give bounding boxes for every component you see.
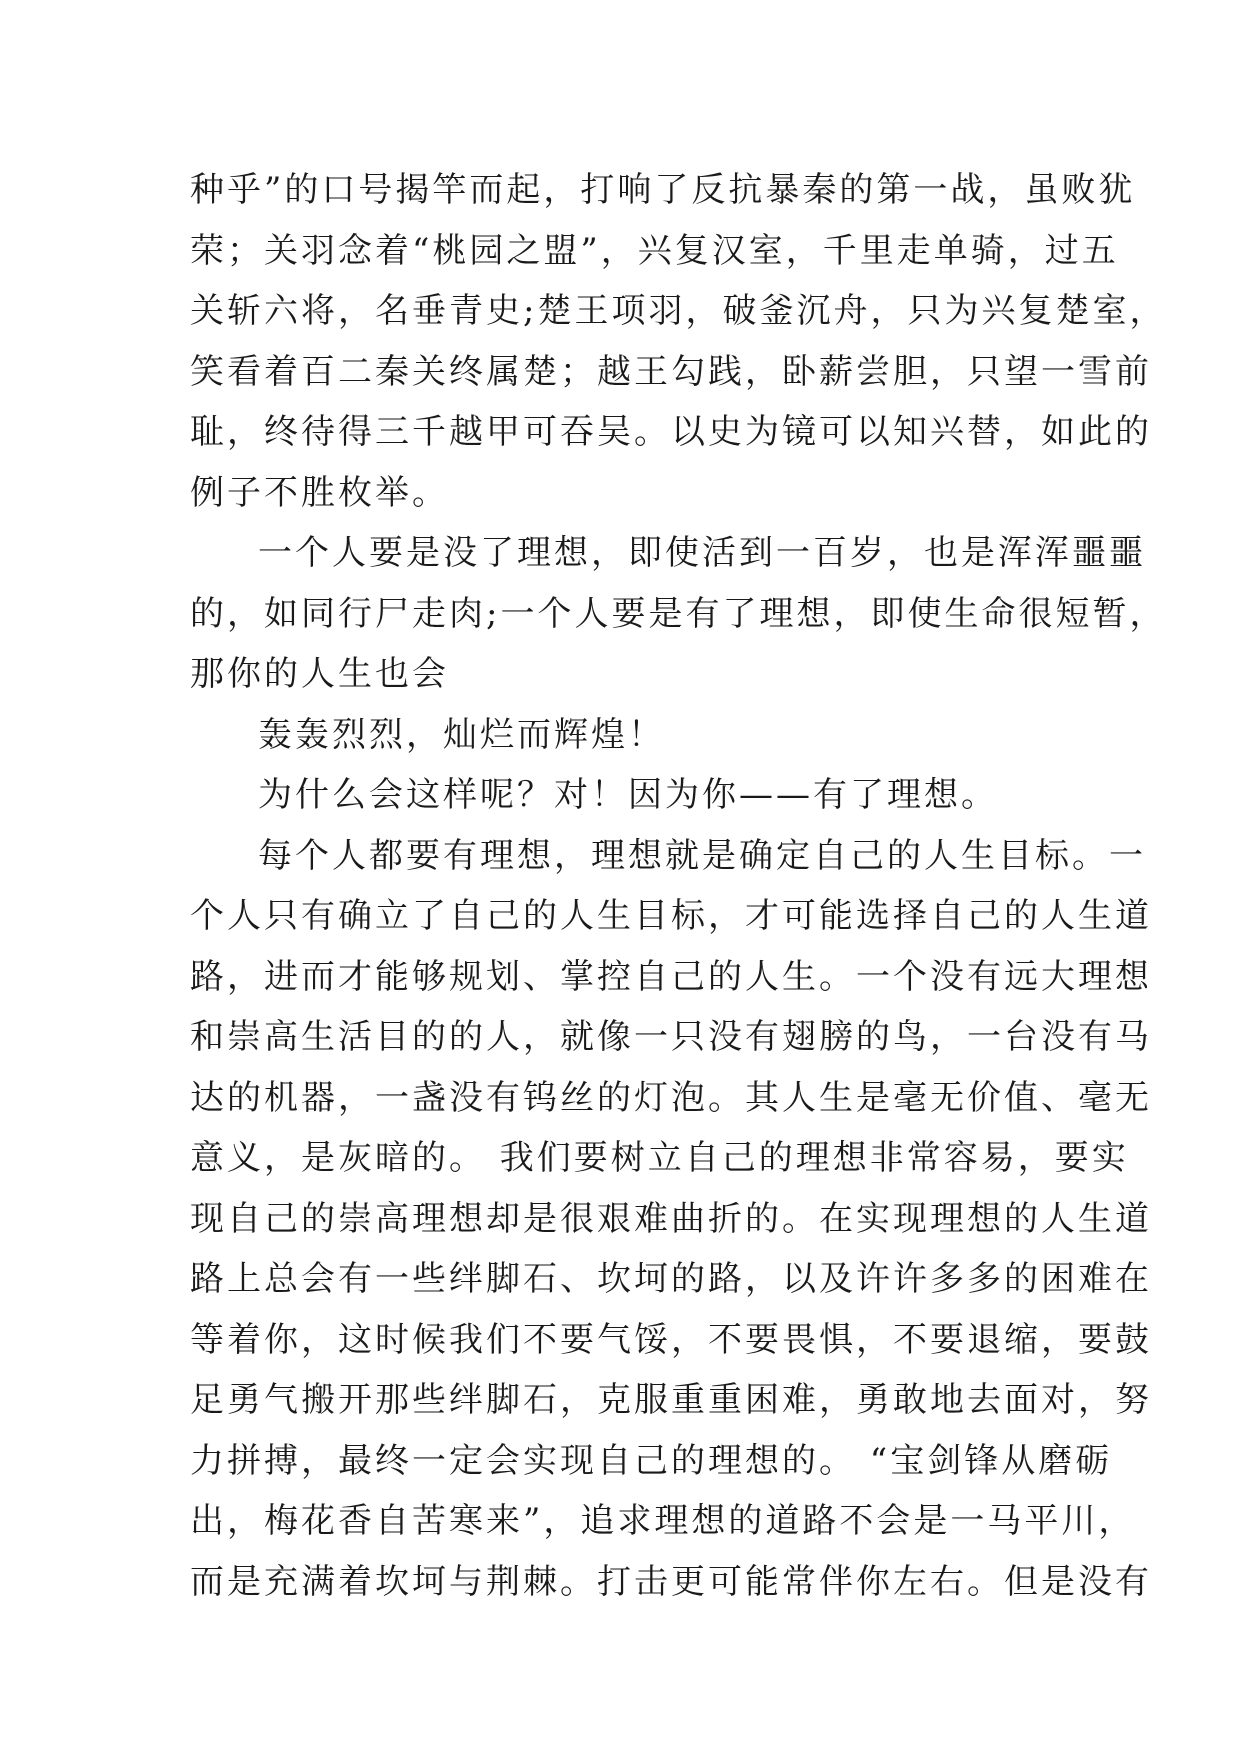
- text-line: 力拼搏，最终一定会实现自己的理想的。 “宝剑锋从磨砺: [190, 1440, 1113, 1481]
- text-line: 每个人都要有理想，理想就是确定自己的人生目标。一: [258, 835, 1146, 876]
- text-line: 为什么会这样呢？对！因为你——有了理想。: [258, 775, 998, 815]
- text-line: 轰轰烈烈，灿烂而辉煌！: [258, 714, 665, 755]
- text-line: 耻，终待得三千越甲可吞吴。以史为镜可以知兴替，如此的: [190, 412, 1152, 452]
- text-line: 路上总会有一些绊脚石、坎坷的路，以及许许多多的困难在: [190, 1259, 1152, 1299]
- body-text: [190, 160, 1167, 1612]
- text-line: 的，如同行尸走肉;一个人要是有了理想，即使生命很短暂，: [190, 593, 1167, 634]
- text-line: 路，进而才能够规划、掌控自己的人生。一个没有远大理想: [190, 956, 1152, 997]
- text-line: 等着你，这时候我们不要气馁，不要畏惧，不要退缩，要鼓: [190, 1319, 1152, 1360]
- text-line: 关斩六将，名垂青史;楚王项羽，破釜沉舟，只为兴复楚室，: [190, 291, 1167, 331]
- text-line: 种乎”的口号揭竿而起，打响了反抗暴秦的第一战，虽败犹: [190, 170, 1136, 210]
- text-line: 个人只有确立了自己的人生目标，才可能选择自己的人生道: [190, 896, 1152, 936]
- text-line: 而是充满着坎坷与荆棘。打击更可能常伴你左右。但是没有: [190, 1561, 1152, 1602]
- text-line: 意义，是灰暗的。 我们要树立自己的理想非常容易，要实: [190, 1138, 1129, 1178]
- text-line: 一个人要是没了理想，即使活到一百岁，也是浑浑噩噩: [258, 533, 1146, 573]
- text-line: 出，梅花香自苦寒来”，追求理想的道路不会是一马平川，: [190, 1501, 1136, 1541]
- text-line: 达的机器，一盏没有钨丝的灯泡。其人生是毫无价值、毫无: [190, 1077, 1152, 1118]
- text-line: 笑看着百二秦关终属楚；越王勾践，卧薪尝胆，只望一雪前: [190, 351, 1152, 392]
- text-line: 足勇气搬开那些绊脚石，克服重重困难，勇敢地去面对，努: [190, 1380, 1152, 1420]
- text-line: 那你的人生也会: [190, 654, 449, 694]
- text-line: 和崇高生活目的的人，就像一只没有翅膀的鸟，一台没有马: [190, 1017, 1152, 1057]
- text-line: 例子不胜枚举。: [190, 472, 449, 513]
- text-line: 荣；关羽念着“桃园之盟”，兴复汉室，千里走单骑，过五: [190, 230, 1119, 271]
- text-line: 现自己的崇高理想却是很艰难曲折的。在实现理想的人生道: [190, 1198, 1152, 1239]
